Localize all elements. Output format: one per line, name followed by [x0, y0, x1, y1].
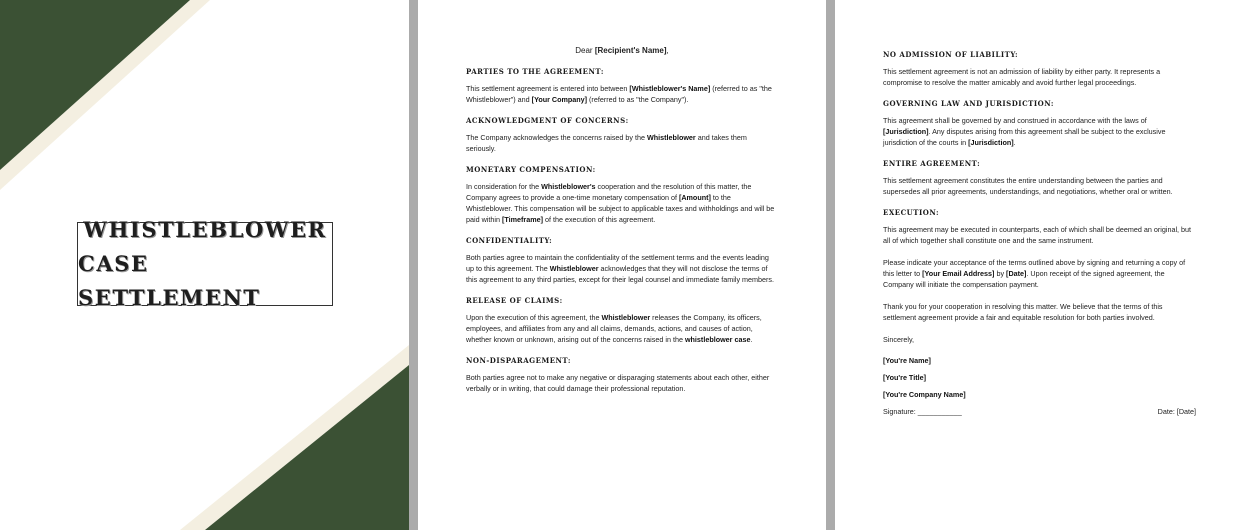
- text-run: releases the Company, its officers, employees, and affiliates from any and all claims, demands, actions, and causes of action, whether known or unknown, arising out of the concerns raised in the: [466, 313, 762, 344]
- term-whistleblower: Whistleblower: [549, 264, 599, 273]
- section-text-acknowledgment: [466, 132, 778, 154]
- cover-title-line-1: WHISTLEBLOWER: [83, 217, 327, 242]
- text-run: .: [1013, 138, 1016, 147]
- section-text-non-disparagement: Both parties agree not to make any negative or disparaging statements about each other, either verbally or in writing, that could damage their professional reputation.: [466, 373, 770, 393]
- text-run: This agreement shall be governed by and construed in accordance with the laws of: [883, 116, 1147, 125]
- thanks-paragraph: Thank you for your cooperation in resolving this matter. We believe that the terms of this settlement agreement provide a fair and equitable resolution for both parties involved.: [883, 302, 1163, 322]
- signer-company: [You're Company Name]: [883, 390, 966, 399]
- text-run: cooperation and the resolution of this matter, the Company agrees to provide a one-time monetary compensation of: [466, 182, 752, 202]
- placeholder-date: [Date]: [1006, 269, 1027, 278]
- salutation: [466, 46, 778, 55]
- term-whistleblower: Whistleblower: [647, 133, 696, 142]
- section-heading-acknowledgment: ACKNOWLEDGMENT OF CONCERNS:: [466, 116, 629, 125]
- placeholder-whistleblower-name: [Whistleblower's Name]: [629, 84, 711, 93]
- section-heading-execution: EXECUTION:: [883, 208, 940, 217]
- text-run: (referred to as "the Company").: [587, 95, 689, 104]
- section-text-no-admission: This settlement agreement is not an admission of liability by either party. It represents a compromise to resolve the matter amicably and avoid further legal proceedings.: [883, 67, 1161, 87]
- section-text-execution: This agreement may be executed in counterparts, each of which shall be deemed an original, but all of which together shall constitute one and the same instrument.: [883, 225, 1192, 245]
- section-heading-parties: PARTIES TO THE AGREEMENT:: [466, 67, 604, 76]
- agreement-page-2: [418, 0, 826, 530]
- section-heading-non-disparagement: NON-DISPARAGEMENT:: [466, 356, 571, 365]
- section-text-governing-law: [883, 115, 1196, 148]
- text-run: In consideration for the: [466, 182, 542, 191]
- term-whistleblowers: Whistleblower's: [541, 182, 596, 191]
- recipient-name-placeholder: [Recipient's Name]: [594, 46, 667, 55]
- signature-date-row: [883, 407, 1196, 416]
- section-text-release: [466, 312, 778, 345]
- text-run: (referred to as "the Whistleblower") and: [466, 84, 772, 104]
- text-run: This settlement agreement is entered into between: [466, 84, 630, 93]
- section-heading-release: RELEASE OF CLAIMS:: [466, 296, 563, 305]
- signer-name: [You're Name]: [883, 356, 931, 365]
- placeholder-jurisdiction: [Jurisdiction]: [968, 138, 1014, 147]
- text-run: . Upon receipt of the signed agreement, the Company will initiate the compensation payment.: [883, 269, 1165, 289]
- text-run: Upon the execution of this agreement, the: [466, 313, 602, 322]
- text-run: .: [750, 335, 753, 344]
- placeholder-amount: [Amount]: [678, 193, 711, 202]
- cover-title-box: [77, 217, 333, 310]
- section-heading-governing-law: GOVERNING LAW AND JURISDICTION:: [883, 99, 1054, 108]
- section-heading-compensation: MONETARY COMPENSATION:: [466, 165, 596, 174]
- text-run: acknowledges that they will not disclose the terms of this agreement to any third parties, except for their legal counsel and immediate family members.: [466, 264, 775, 284]
- text-run: . Any disputes arising from this agreement shall be subject to the exclusive jurisdiction of the courts in: [883, 127, 1166, 147]
- section-heading-confidentiality: CONFIDENTIALITY:: [466, 236, 553, 245]
- closing: Sincerely,: [883, 335, 915, 344]
- section-heading-no-admission: NO ADMISSION OF LIABILITY:: [883, 50, 1019, 59]
- placeholder-your-company: [Your Company]: [531, 95, 588, 104]
- section-text-compensation: [466, 181, 778, 225]
- text-run: Both parties agree to maintain the confidentiality of the settlement terms and the events leading up to this agreement. The: [466, 253, 769, 273]
- section-heading-entire-agreement: ENTIRE AGREEMENT:: [883, 159, 981, 168]
- placeholder-email-address: [Your Email Address]: [922, 269, 995, 278]
- term-whistleblower: Whistleblower: [601, 313, 651, 322]
- text-run: of the execution of this agreement.: [542, 215, 656, 224]
- text-run: by: [994, 269, 1007, 278]
- green-triangle-top: [0, 0, 190, 170]
- signer-title: [You're Title]: [883, 373, 926, 382]
- cover-page: [0, 0, 409, 530]
- section-text-entire-agreement: This settlement agreement constitutes the entire understanding between the parties and supersedes all prior agreements, understandings, and negotiations, whether oral or written.: [883, 176, 1173, 196]
- text-run: The Company acknowledges the concerns raised by the: [466, 133, 647, 142]
- salutation-prefix: Dear: [575, 46, 595, 55]
- text-run: and takes them seriously.: [466, 133, 747, 153]
- signature-line: Signature: ___________: [883, 407, 962, 416]
- section-text-confidentiality: [466, 252, 778, 285]
- section-text-parties: [466, 83, 778, 105]
- date-line: Date: [Date]: [1157, 407, 1196, 416]
- acceptance-paragraph: [883, 257, 1196, 290]
- text-run: Please indicate your acceptance of the terms outlined above by signing and returning a copy of this letter to: [883, 258, 1186, 278]
- salutation-suffix: ,: [666, 46, 669, 55]
- text-run: to the Whistleblower. This compensation will be subject to applicable taxes and withholdings and will be paid within: [466, 193, 775, 224]
- agreement-page-3: [835, 0, 1244, 530]
- cover-title-line-2: CASE SETTLEMENT: [78, 251, 261, 310]
- term-whistleblower-case: whistleblower case: [684, 335, 751, 344]
- placeholder-timeframe: [Timeframe]: [501, 215, 543, 224]
- placeholder-jurisdiction: [Jurisdiction]: [883, 127, 929, 136]
